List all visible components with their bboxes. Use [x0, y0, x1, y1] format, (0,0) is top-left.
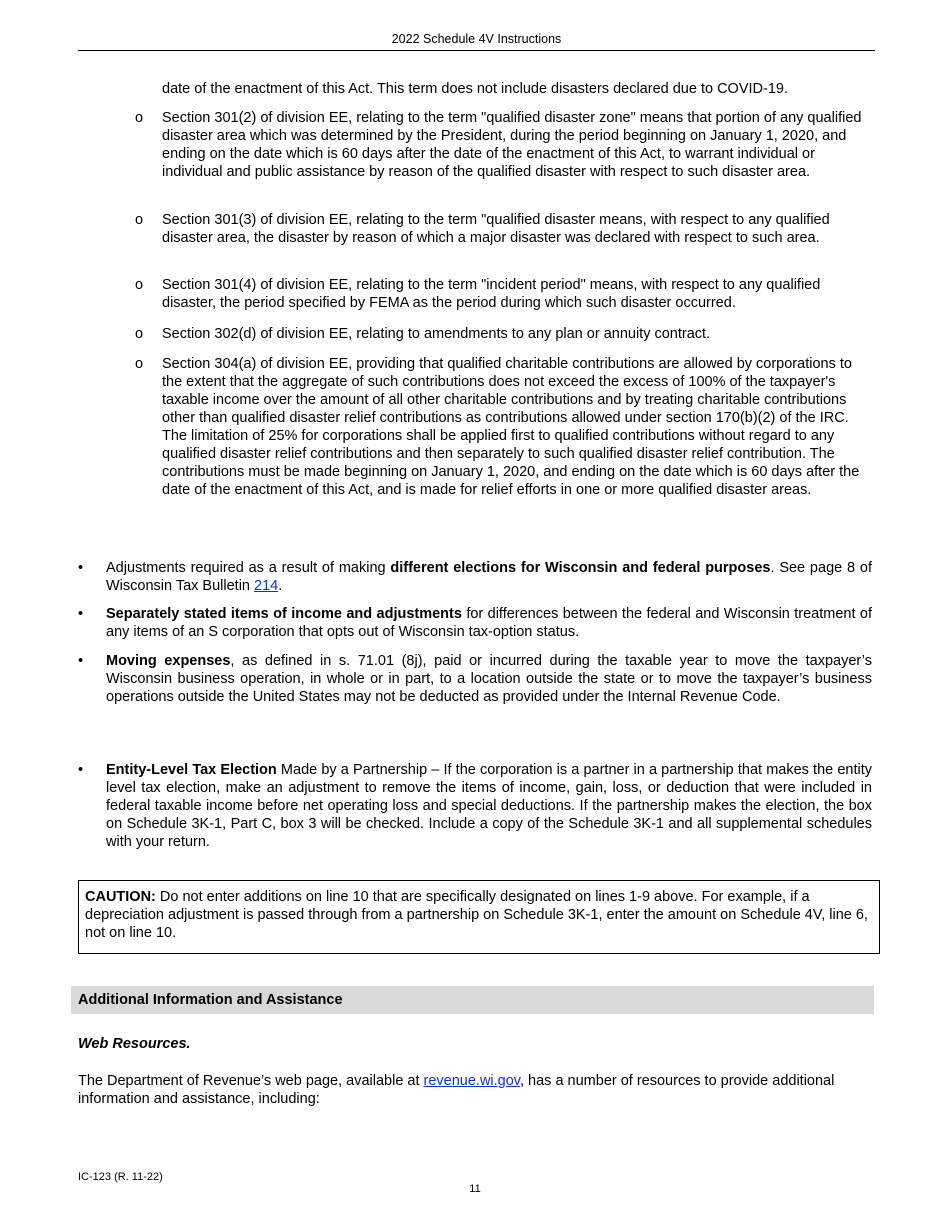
bullet-item-moving-expenses [78, 652, 872, 706]
sub-item [135, 211, 875, 247]
caution-box [78, 880, 880, 954]
revenue-website-link[interactable]: revenue.wi.gov [423, 1073, 520, 1089]
sub-item-text: Section 301(2) of division EE, relating to the term "qualified disaster zone" means that portion of any qualified disaster area which was determined by the President, during the period beginning on January 1, 2020, and ending on the date which is 60 days after the date of the enactment of this Act, to warrant individual or individual and public assistance by reason of the qualified disaster with respect to such disaster area. [162, 110, 862, 180]
sub-item [135, 109, 875, 181]
sub-item-marker: o [135, 212, 144, 228]
sub-item [135, 325, 875, 343]
bullet-text: Entity-Level Tax Election Made by a Partnership – If the corporation is a partner in a partnership that makes the entity level tax election, make an adjustment to remove the items of income, gain, loss, or deduction that were included in federal taxable income before net operating loss and special deductions. If the partnership makes the election, the box on Schedule 3K-1, Part C, box 3 will be checked. Include a copy of the Schedule 3K-1 and all supplemental schedules with your return. [106, 762, 872, 850]
bullet-text: Moving expenses, as defined in s. 71.01 (8j), paid or incurred during the taxable year to move the taxpayer’s Wisconsin business operation, in whole or in part, to a location outside the state or to move the taxpayer’s business operations outside the United States may not be deducted as provided under the Internal Revenue Code. [106, 653, 872, 705]
bold-term: Moving expenses [106, 653, 231, 669]
sub-item-marker: o [135, 110, 144, 126]
continuation-text: date of the enactment of this Act. This term does not include disasters declared due to COVID-19. [162, 81, 788, 97]
bold-term: Entity-Level Tax Election [106, 762, 277, 778]
web-resources-heading: Web Resources. [78, 1036, 191, 1052]
sub-item-marker: o [135, 277, 144, 293]
bullet-marker: • [78, 606, 84, 622]
bold-term: Separately stated items of income and adjustments [106, 606, 462, 622]
caution-text: Do not enter additions on line 10 that are specifically designated on lines 1-9 above. For example, if a depreciation adjustment is passed through from a partnership on Schedule 3K-1, enter the amount on Schedule 4V, line 6, not on line 10. [85, 889, 868, 941]
bullet-marker: • [78, 560, 84, 576]
sub-item-text: Section 301(4) of division EE, relating to the term "incident period" means, with respect to any qualified disaster, the period specified by FEMA as the period during which such disaster occurred. [162, 277, 821, 311]
sub-item-marker: o [135, 326, 144, 342]
bullet-item-different-elections [78, 559, 872, 595]
section-heading: Additional Information and Assistance [71, 986, 874, 1014]
sub-item [135, 276, 875, 312]
bullet-item-separately-stated [78, 605, 872, 641]
sub-item-marker: o [135, 356, 144, 372]
bullet-item-entity-level-tax [78, 761, 872, 851]
tax-bulletin-link[interactable]: 214 [254, 578, 279, 594]
bullet-text: Adjustments required as a result of making different elections for Wisconsin and federal purposes. See page 8 of Wisconsin Tax Bulletin 214. [106, 560, 872, 594]
form-id: IC-123 (R. 11-22) [78, 1171, 163, 1183]
bullet-marker: • [78, 762, 84, 778]
sub-item-text: Section 302(d) of division EE, relating to amendments to any plan or annuity contract. [162, 326, 711, 342]
page-header: 2022 Schedule 4V Instructions [78, 32, 875, 51]
bullet-text: Separately stated items of income and adjustments for differences between the federal and Wisconsin treatment of any items of an S corporation that opts out of Wisconsin tax-option status. [106, 606, 872, 640]
bold-term: different elections for Wisconsin and federal purposes [390, 560, 771, 576]
caution-label: CAUTION: [85, 889, 156, 905]
sub-item-text: Section 301(3) of division EE, relating to the term "qualified disaster means, with respect to any qualified disaster area, the disaster by reason of which a major disaster was declared with respect to such area. [162, 212, 830, 246]
page-number: 11 [469, 1183, 481, 1195]
sub-item [135, 355, 875, 499]
web-resources-paragraph: The Department of Revenue’s web page, available at revenue.wi.gov, has a number of resources to provide additional information and assistance, including: [78, 1073, 835, 1107]
sub-item-text: Section 304(a) of division EE, providing that qualified charitable contributions are allowed by corporations to the extent that the aggregate of such contributions does not exceed the excess of 100% of the taxpayer's taxable income over the amount of all other charitable contributions and by treating charitable contributions other than qualified disaster relief contributions as contributions allowed under section 170(b)(2) of the IRC. The limitation of 25% for corporations shall be applied first to qualified contributions without regard to any qualified disaster relief contributions and then separately to such qualified disaster relief contribution. The contributions must be made beginning on January 1, 2020, and ending on the date which is 60 days after the date of the enactment of this Act, and is made for relief efforts in one or more qualified disaster areas. [162, 356, 860, 498]
bullet-marker: • [78, 653, 84, 669]
